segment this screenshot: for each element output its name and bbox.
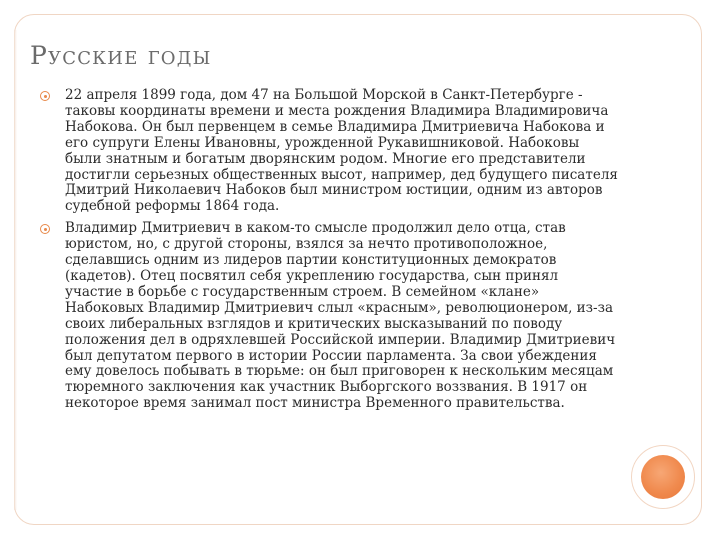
- orange-circle-icon: [641, 455, 685, 499]
- ring-bullet-icon: [40, 224, 50, 234]
- frame-shadow: [14, 30, 17, 510]
- bullet-item: [38, 88, 618, 215]
- slide-title: Русские годы: [30, 41, 212, 70]
- bullet-text: 22 апреля 1899 года, дом 47 на Большой Морской в Санкт-Петербурге - таковы координаты времени и места рождения Владимира Владимировича Набокова. Он был первенцем в семье Владимира Дмитриевича Набокова и его супруги Елены Ивановны, урожденной Рукавишниковой. Набоковы были знатным и богатым дворянским родом. Многие его представители достигли серьезных общественных высот, например, дед будущего писателя Дмитрий Николаевич Набоков был министром юстиции, одним из авторов судебной реформы 1864 года.: [65, 87, 618, 215]
- bullet-text: Владимир Дмитриевич в каком-то смысле продолжил дело отца, став юристом, но, с другой стороны, взялся за нечто противоположное, сделавшись одним из лидеров партии конституционных демократов (кадетов). Отец посвятил себя укреплению государства, сын принял участие в борьбе с государственным строем. В семейном «клане» Набоковых Владимир Дмитриевич слыл «красным», революционером, из-за своих либеральных взглядов и критических высказываний по поводу положения дел в одряхлевшей Российской империи. Владимир Дмитриевич был депутатом первого в истории России парламента. За свои убеждения ему довелось побывать в тюрьме: он был приговорен к нескольким месяцам тюремного заключения как участник Выборгского воззвания. В 1917 он некоторое время занимал пост министра Временного правительства.: [65, 220, 616, 412]
- bullet-item: [38, 221, 618, 412]
- ring-bullet-icon: [40, 91, 50, 101]
- bullet-list: [38, 88, 618, 418]
